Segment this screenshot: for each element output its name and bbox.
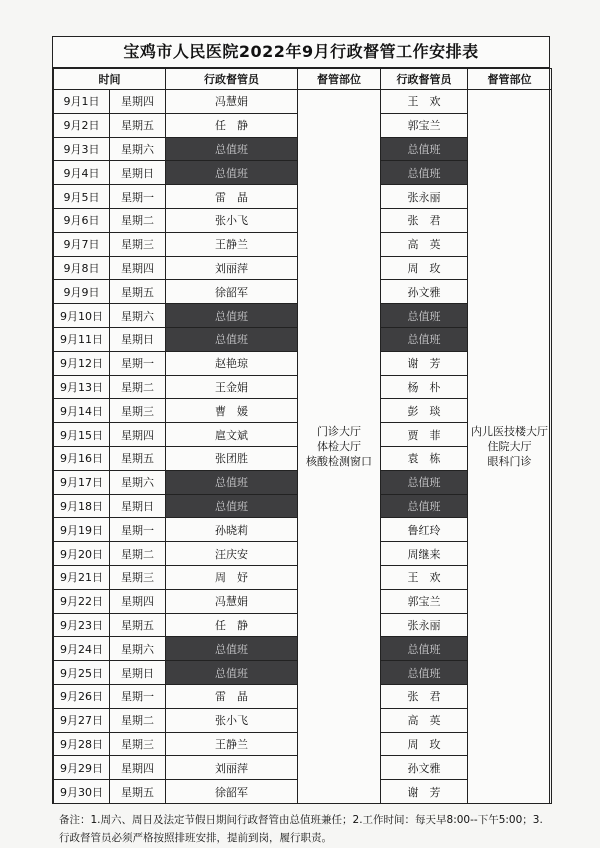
supervisor-b-cell: 总值班 [381, 137, 468, 161]
date-cell: 9月21日 [54, 565, 110, 589]
supervisor-b-cell: 王 欢 [381, 90, 468, 114]
date-cell: 9月28日 [54, 732, 110, 756]
date-cell: 9月6日 [54, 208, 110, 232]
supervisor-b-cell: 谢 芳 [381, 780, 468, 804]
supervisor-b-cell: 鲁红玲 [381, 518, 468, 542]
table-row [54, 90, 552, 114]
supervisor-a-cell: 任 静 [166, 613, 298, 637]
supervisor-b-cell: 高 英 [381, 232, 468, 256]
supervisor-b-cell: 袁 栋 [381, 446, 468, 470]
location-a-line: 门诊大厅 [317, 424, 361, 438]
weekday-cell: 星期五 [110, 613, 166, 637]
supervisor-b-cell: 总值班 [381, 470, 468, 494]
location-a-line: 体检大厅 [317, 439, 361, 453]
supervisor-b-cell: 谢 芳 [381, 351, 468, 375]
date-cell: 9月10日 [54, 304, 110, 328]
schedule-rows [54, 90, 552, 804]
date-cell: 9月9日 [54, 280, 110, 304]
weekday-cell: 星期一 [110, 351, 166, 375]
schedule-sheet [52, 36, 550, 844]
weekday-cell: 星期五 [110, 780, 166, 804]
header-time: 时间 [54, 69, 166, 90]
weekday-cell: 星期四 [110, 589, 166, 613]
supervisor-a-cell: 总值班 [166, 661, 298, 685]
supervisor-a-cell: 孙晓莉 [166, 518, 298, 542]
weekday-cell: 星期四 [110, 756, 166, 780]
supervisor-b-cell: 周 玫 [381, 256, 468, 280]
header-supervisor-b: 行政督管员 [381, 69, 468, 90]
location-a-cell [298, 90, 381, 804]
date-cell: 9月20日 [54, 542, 110, 566]
header-location-a: 督管部位 [298, 69, 381, 90]
date-cell: 9月27日 [54, 708, 110, 732]
supervisor-a-cell: 任 静 [166, 113, 298, 137]
supervisor-b-cell: 张 君 [381, 684, 468, 708]
date-cell: 9月12日 [54, 351, 110, 375]
weekday-cell: 星期六 [110, 637, 166, 661]
weekday-cell: 星期六 [110, 304, 166, 328]
location-b-line: 住院大厅 [487, 439, 532, 453]
supervisor-a-cell: 扈文斌 [166, 423, 298, 447]
supervisor-a-cell: 雷 晶 [166, 185, 298, 209]
supervisor-a-cell: 总值班 [166, 494, 298, 518]
supervisor-b-cell: 王 欢 [381, 565, 468, 589]
date-cell: 9月26日 [54, 684, 110, 708]
date-cell: 9月17日 [54, 470, 110, 494]
supervisor-a-cell: 刘丽萍 [166, 256, 298, 280]
weekday-cell: 星期一 [110, 185, 166, 209]
supervisor-a-cell: 张小飞 [166, 708, 298, 732]
weekday-cell: 星期三 [110, 732, 166, 756]
weekday-cell: 星期二 [110, 708, 166, 732]
weekday-cell: 星期一 [110, 518, 166, 542]
weekday-cell: 星期日 [110, 661, 166, 685]
supervisor-a-cell: 冯慧娟 [166, 589, 298, 613]
supervisor-a-cell: 雷 晶 [166, 684, 298, 708]
header-location-b: 督管部位 [468, 69, 552, 90]
supervisor-b-cell: 总值班 [381, 494, 468, 518]
weekday-cell: 星期五 [110, 446, 166, 470]
supervisor-b-cell: 张永丽 [381, 185, 468, 209]
date-cell: 9月19日 [54, 518, 110, 542]
supervisor-a-cell: 王金娟 [166, 375, 298, 399]
weekday-cell: 星期四 [110, 256, 166, 280]
weekday-cell: 星期日 [110, 161, 166, 185]
date-cell: 9月5日 [54, 185, 110, 209]
supervisor-b-cell: 张永丽 [381, 613, 468, 637]
supervisor-b-cell: 张 君 [381, 208, 468, 232]
schedule-table [53, 68, 552, 804]
date-cell: 9月16日 [54, 446, 110, 470]
supervisor-a-cell: 徐韶军 [166, 280, 298, 304]
supervisor-a-cell: 曹 媛 [166, 399, 298, 423]
weekday-cell: 星期三 [110, 232, 166, 256]
date-cell: 9月25日 [54, 661, 110, 685]
supervisor-a-cell: 汪庆安 [166, 542, 298, 566]
supervisor-b-cell: 孙文雅 [381, 280, 468, 304]
supervisor-a-cell: 赵艳琼 [166, 351, 298, 375]
supervisor-a-cell: 总值班 [166, 637, 298, 661]
header-row [54, 69, 552, 90]
supervisor-a-cell: 张小飞 [166, 208, 298, 232]
weekday-cell: 星期三 [110, 399, 166, 423]
location-b-cell [468, 90, 552, 804]
date-cell: 9月1日 [54, 90, 110, 114]
date-cell: 9月23日 [54, 613, 110, 637]
location-b-line: 内儿医技楼大厅 [471, 424, 548, 438]
weekday-cell: 星期五 [110, 113, 166, 137]
weekday-cell: 星期二 [110, 208, 166, 232]
date-cell: 9月3日 [54, 137, 110, 161]
location-b-line: 眼科门诊 [487, 454, 532, 468]
weekday-cell: 星期二 [110, 542, 166, 566]
supervisor-b-cell: 孙文雅 [381, 756, 468, 780]
supervisor-b-cell: 彭 琰 [381, 399, 468, 423]
supervisor-a-cell: 总值班 [166, 327, 298, 351]
supervisor-a-cell: 王静兰 [166, 732, 298, 756]
page-title: 宝鸡市人民医院2022年9月行政督管工作安排表 [53, 37, 549, 68]
date-cell: 9月24日 [54, 637, 110, 661]
supervisor-a-cell: 张团胜 [166, 446, 298, 470]
supervisor-b-cell: 贾 菲 [381, 423, 468, 447]
supervisor-a-cell: 徐韶军 [166, 780, 298, 804]
supervisor-a-cell: 王静兰 [166, 232, 298, 256]
weekday-cell: 星期四 [110, 90, 166, 114]
supervisor-b-cell: 总值班 [381, 661, 468, 685]
supervisor-b-cell: 郭宝兰 [381, 589, 468, 613]
supervisor-a-cell: 总值班 [166, 304, 298, 328]
date-cell: 9月4日 [54, 161, 110, 185]
supervisor-b-cell: 总值班 [381, 304, 468, 328]
date-cell: 9月8日 [54, 256, 110, 280]
weekday-cell: 星期二 [110, 375, 166, 399]
supervisor-a-cell: 总值班 [166, 161, 298, 185]
supervisor-b-cell: 总值班 [381, 637, 468, 661]
supervisor-a-cell: 总值班 [166, 137, 298, 161]
weekday-cell: 星期日 [110, 327, 166, 351]
supervisor-b-cell: 总值班 [381, 161, 468, 185]
footnote: 备注：1.周六、周日及法定节假日期间行政督管由总值班兼任；2.工作时间：每天早8:00--下午5:00；3.行政督管员必须严格按照排班安排，提前到岗，履行职责。 [59, 813, 543, 844]
weekday-cell: 星期六 [110, 470, 166, 494]
supervisor-b-cell: 周继来 [381, 542, 468, 566]
date-cell: 9月22日 [54, 589, 110, 613]
weekday-cell: 星期日 [110, 494, 166, 518]
date-cell: 9月14日 [54, 399, 110, 423]
date-cell: 9月15日 [54, 423, 110, 447]
supervisor-a-cell: 刘丽萍 [166, 756, 298, 780]
supervisor-b-cell: 周 玫 [381, 732, 468, 756]
date-cell: 9月11日 [54, 327, 110, 351]
date-cell: 9月2日 [54, 113, 110, 137]
date-cell: 9月7日 [54, 232, 110, 256]
weekday-cell: 星期三 [110, 565, 166, 589]
weekday-cell: 星期六 [110, 137, 166, 161]
supervisor-b-cell: 总值班 [381, 327, 468, 351]
supervisor-a-cell: 总值班 [166, 470, 298, 494]
header-supervisor-a: 行政督管员 [166, 69, 298, 90]
location-a-line: 核酸检测窗口 [306, 454, 372, 468]
weekday-cell: 星期四 [110, 423, 166, 447]
date-cell: 9月13日 [54, 375, 110, 399]
date-cell: 9月30日 [54, 780, 110, 804]
supervisor-a-cell: 周 妤 [166, 565, 298, 589]
date-cell: 9月18日 [54, 494, 110, 518]
supervisor-b-cell: 高 英 [381, 708, 468, 732]
date-cell: 9月29日 [54, 756, 110, 780]
supervisor-b-cell: 郭宝兰 [381, 113, 468, 137]
weekday-cell: 星期一 [110, 684, 166, 708]
supervisor-b-cell: 杨 朴 [381, 375, 468, 399]
weekday-cell: 星期五 [110, 280, 166, 304]
supervisor-a-cell: 冯慧娟 [166, 90, 298, 114]
